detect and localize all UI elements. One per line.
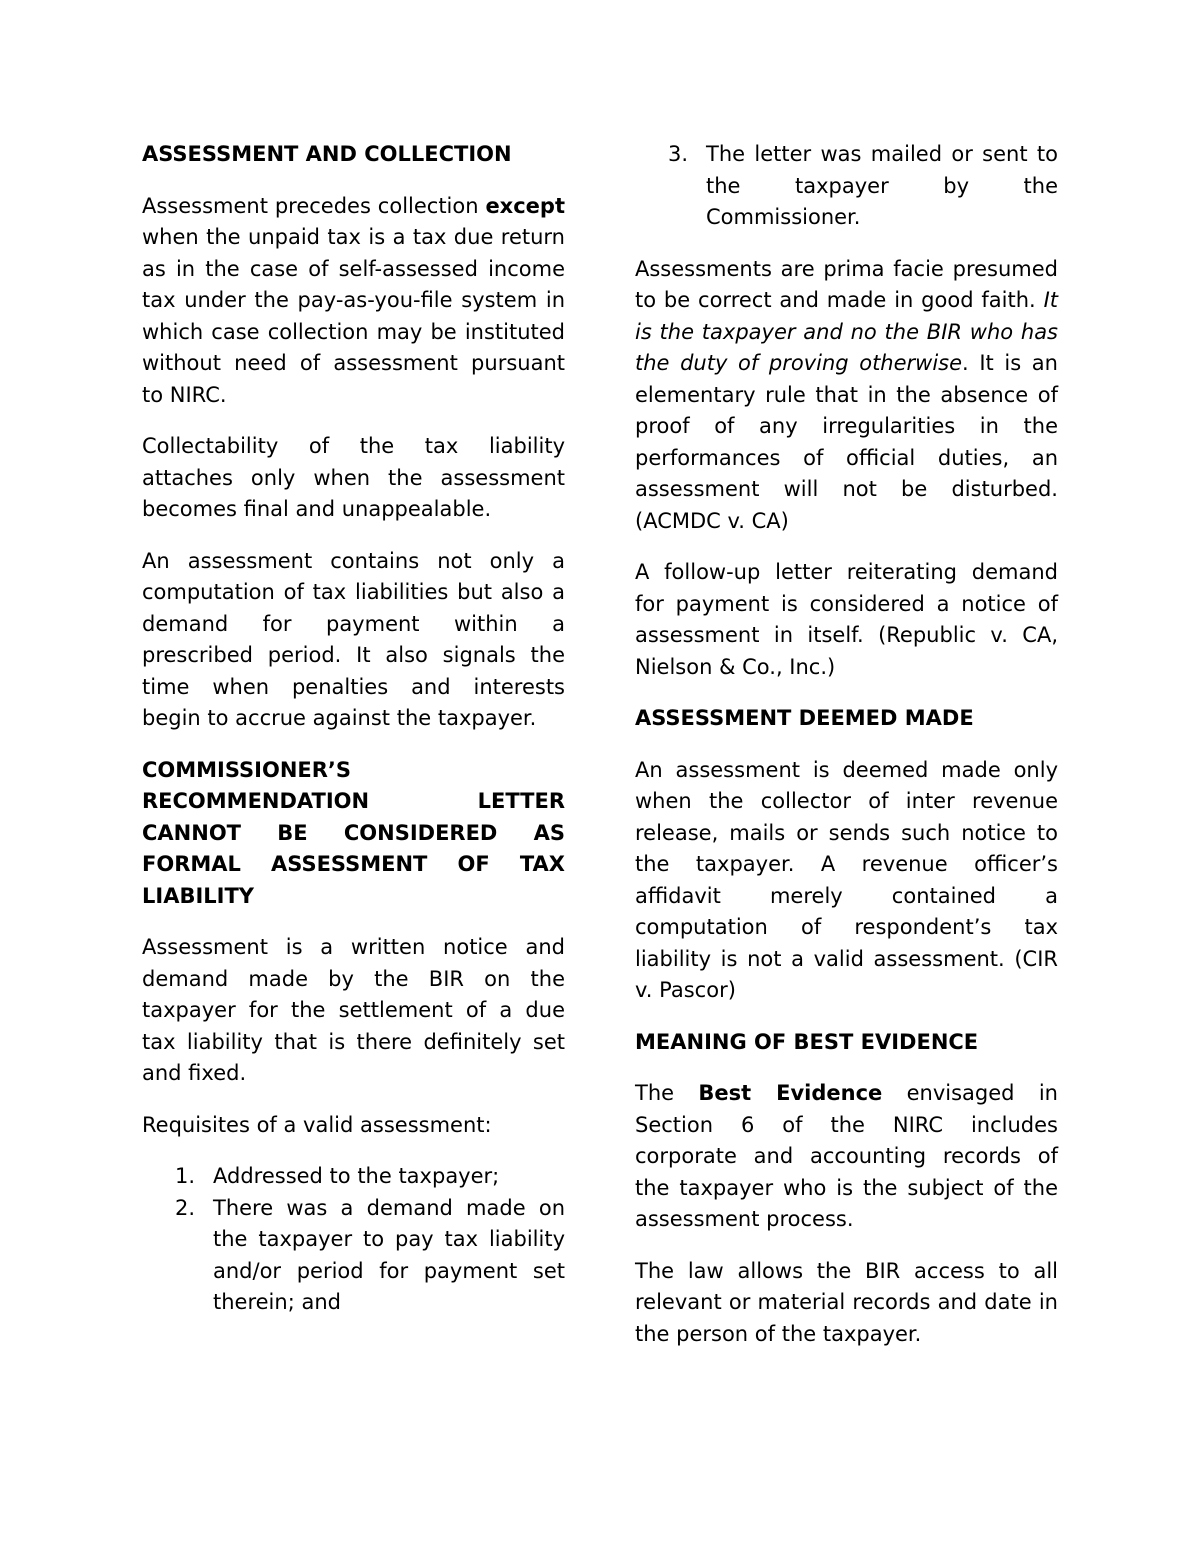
paragraph-assessment-contents: An assessment contains not only a computation of tax liabilities but also a demand for payment within a prescribed period. It also signals the time when penalties and interests begin to accrue against the taxpayer.	[142, 548, 565, 730]
paragraph-assessment-definition: Assessment is a written notice and demand made by the BIR on the taxpayer for the settlement of a due tax liability that is there definitely set and fixed.	[142, 935, 565, 1085]
list-item	[142, 1193, 565, 1319]
text-span: when the unpaid tax is a tax due return as in the case of self-assessed income tax under the pay-as-you-file system in which case collection may be instituted without need of assessment pursuant to NIRC.	[142, 225, 565, 407]
text-span: . It is an elementary rule that in the absence of proof of any irregularities in the performances of official duties, an assessment will not be disturbed. (ACMDC v. CA)	[635, 351, 1058, 533]
heading-meaning-of-best-evidence: MEANING OF BEST EVIDENCE	[635, 1029, 979, 1054]
list-number: 1.	[175, 1164, 196, 1188]
list-item-text: The letter was mailed or sent to the taxpayer by the Commissioner.	[706, 142, 1058, 229]
list-item-text: Addressed to the taxpayer;	[213, 1164, 500, 1188]
text-span: The	[635, 1081, 699, 1105]
paragraph-deemed-made: An assessment is deemed made only when the collector of inter revenue release, mails or sends such notice to the taxpayer. A revenue officer’s affidavit merely contained a computation of respondent’s tax liability is not a valid assessment. (CIR v. Pascor)	[635, 757, 1058, 1002]
paragraph-prima-facie	[635, 254, 1058, 538]
text-span: envisaged in Section 6 of the NIRC includes corporate and accounting records of the taxpayer who is the subject of the assessment process.	[635, 1081, 1058, 1231]
text-span: Assessment precedes collection	[142, 193, 486, 218]
left-column	[142, 139, 565, 1319]
paragraph-assessment-precedes-collection	[142, 191, 565, 412]
italic-burden-of-proof: It is the taxpayer and no the BIR who has the duty of proving otherwise	[635, 288, 1058, 375]
heading-commissioners-recommendation: COMMISSIONER’S RECOMMENDATION LETTER CANNOT BE CONSIDERED AS FORMAL ASSESSMENT OF TAX LIABILITY	[142, 757, 565, 908]
bold-except: except	[485, 193, 565, 218]
right-column	[635, 139, 1058, 1370]
list-item	[635, 139, 1058, 234]
bold-best-evidence: Best Evidence	[698, 1081, 883, 1105]
heading-assessment-and-collection: ASSESSMENT AND COLLECTION	[142, 142, 512, 166]
paragraph-best-evidence	[635, 1078, 1058, 1236]
paragraph-requisites-intro: Requisites of a valid assessment:	[142, 1112, 492, 1137]
paragraph-follow-up-letter: A follow-up letter reiterating demand for payment is considered a notice of assessment in itself. (Republic v. CA, Nielson & Co., Inc.)	[635, 560, 1058, 679]
heading-assessment-deemed-made: ASSESSMENT DEEMED MADE	[635, 706, 974, 730]
text-span: Assessments are prima facie presumed to be correct and made in good faith.	[635, 256, 1058, 312]
requisites-list	[142, 1161, 565, 1319]
paragraph-bir-access: The law allows the BIR access to all relevant or material records and date in the person of the taxpayer.	[635, 1258, 1058, 1346]
list-number: 2.	[175, 1195, 196, 1220]
requisites-list-continued	[635, 139, 1058, 234]
list-item-text: There was a demand made on the taxpayer to pay tax liability and/or period for payment set therein; and	[213, 1195, 565, 1314]
list-number: 3.	[668, 142, 689, 166]
paragraph-collectability: Collectability of the tax liability attaches only when the assessment becomes final and unappealable.	[142, 434, 565, 521]
list-item	[142, 1161, 565, 1193]
